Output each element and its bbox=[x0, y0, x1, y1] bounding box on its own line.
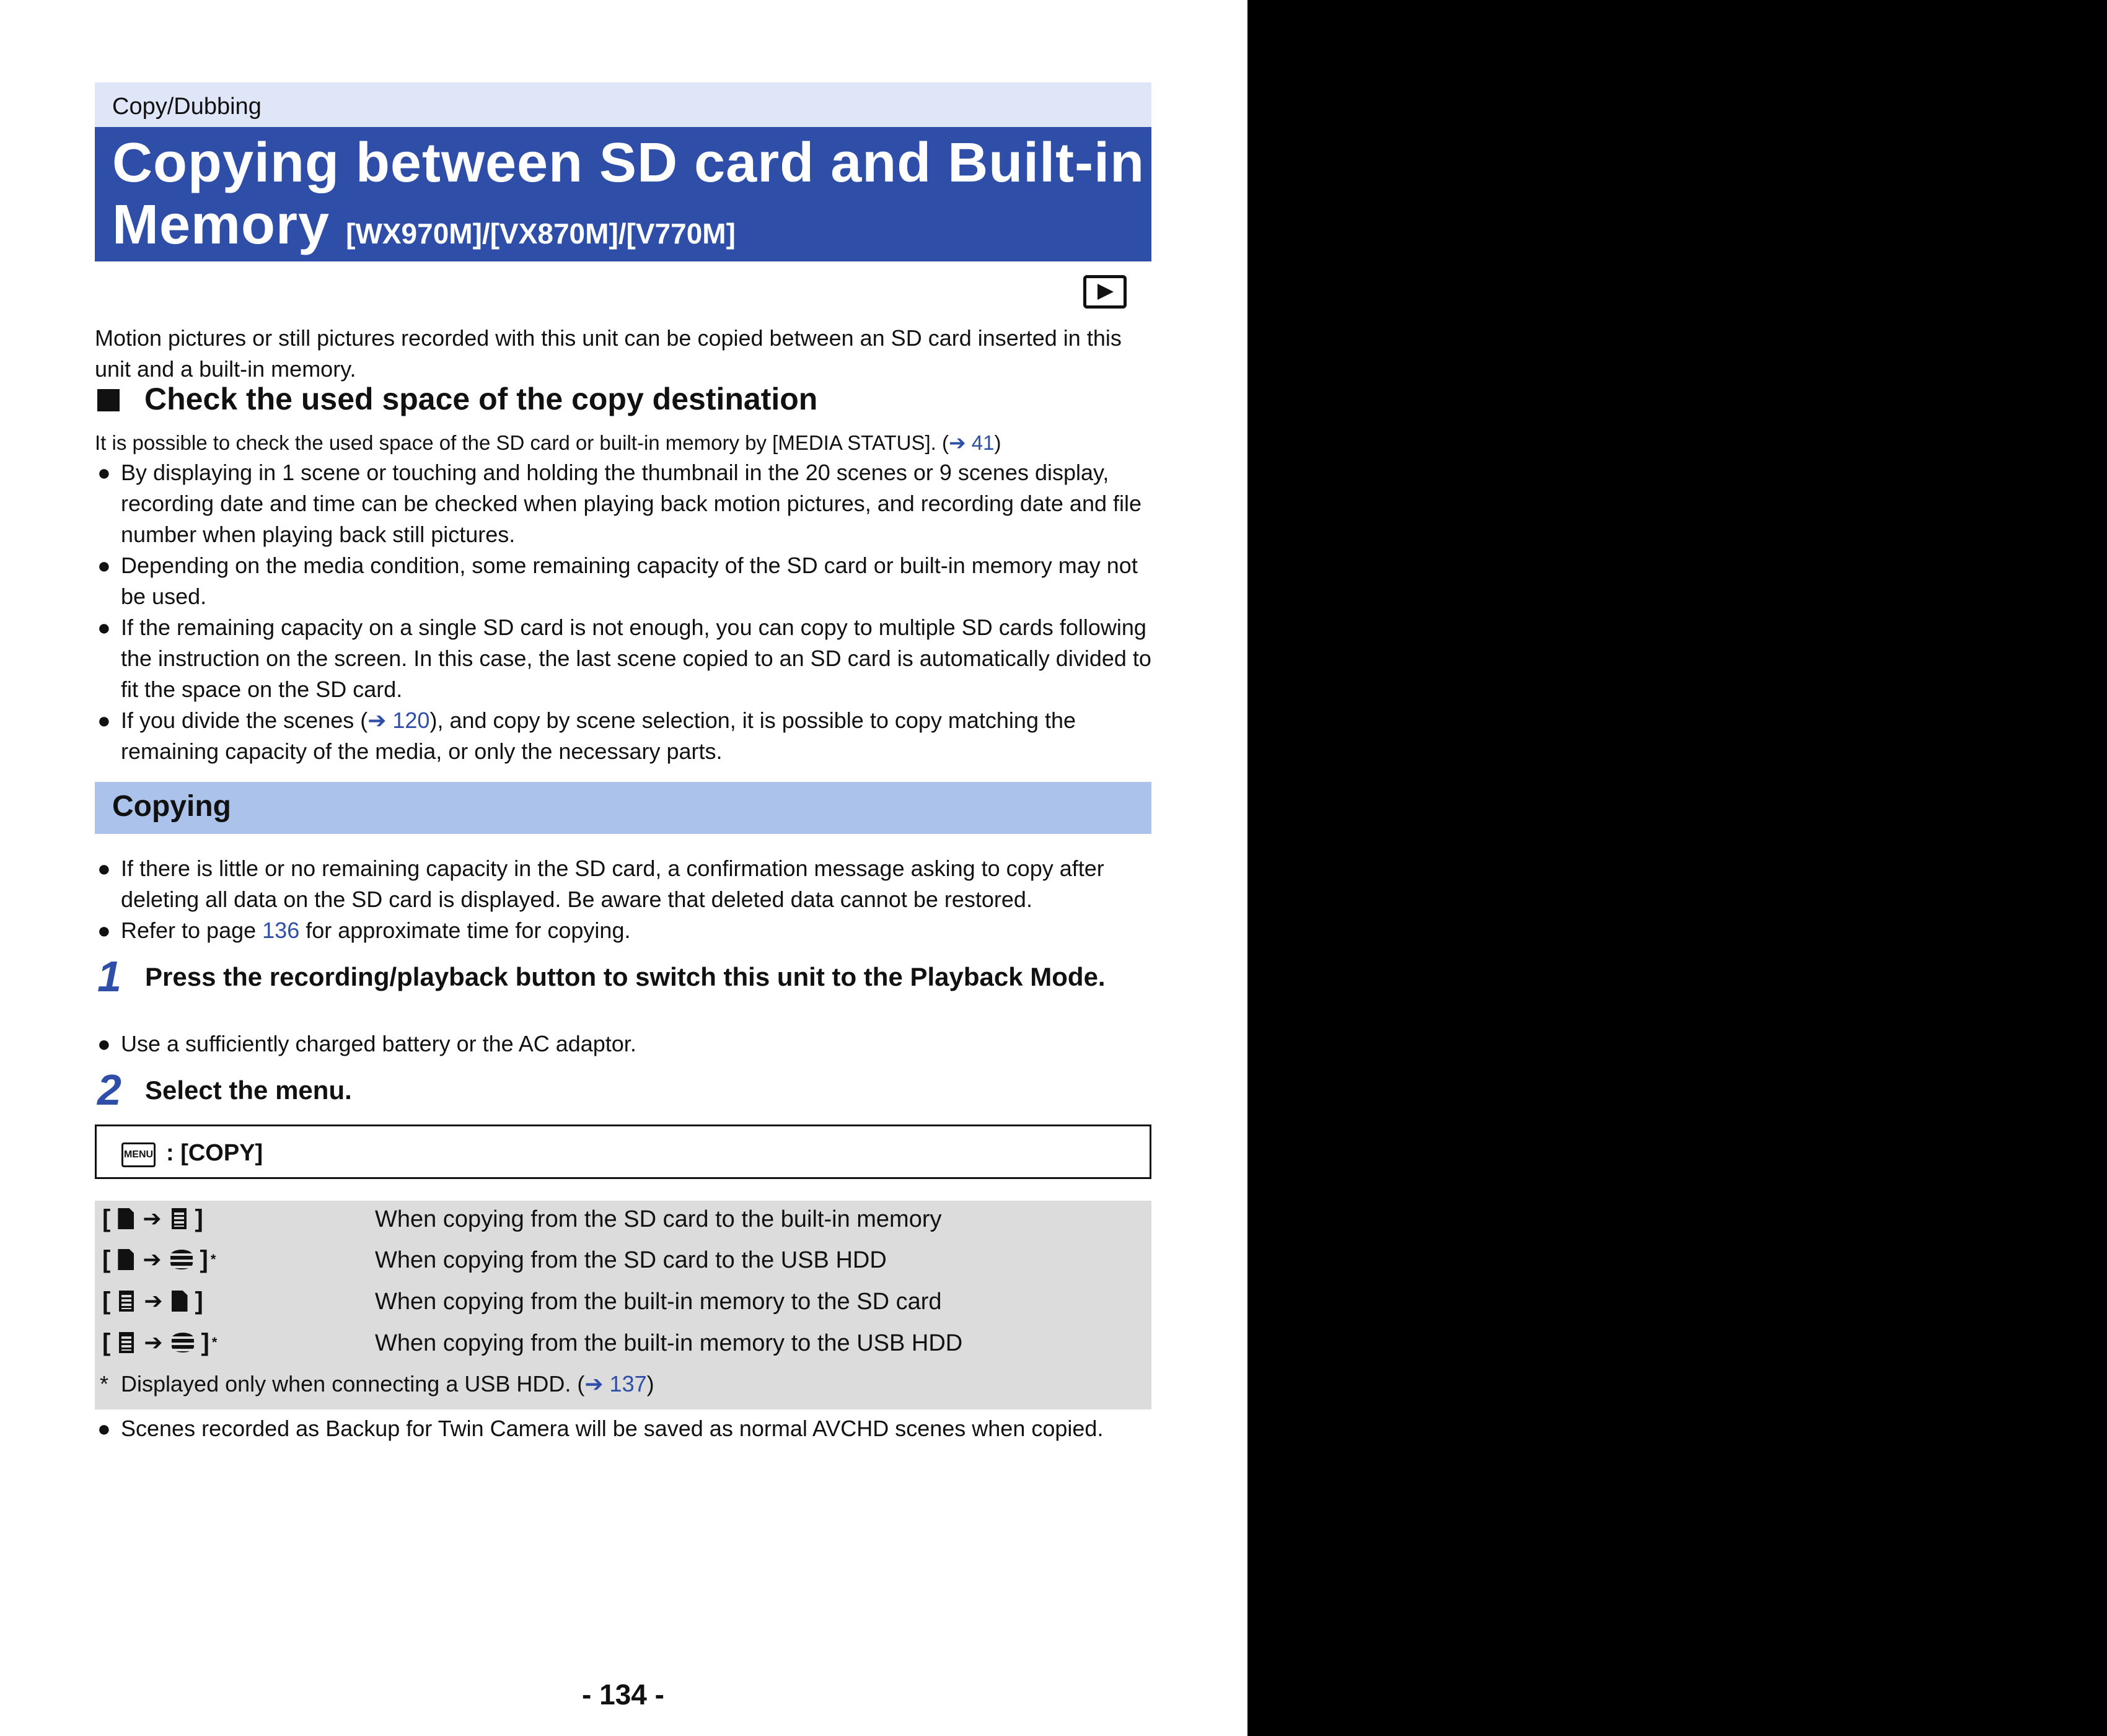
option-symbol: [ ➔ ] * bbox=[102, 1328, 218, 1356]
option-description: When copying from the built-in memory to the USB HDD bbox=[375, 1330, 963, 1356]
bullet-icon: ● bbox=[97, 1031, 111, 1056]
page-title-main: Copying between SD card and Built-in Memory bbox=[112, 132, 1145, 256]
breadcrumb: Copy/Dubbing bbox=[112, 94, 262, 120]
page-title bbox=[112, 132, 1147, 265]
built-in-memory-icon bbox=[119, 1332, 134, 1353]
check-space-lead: It is possible to check the used space of the SD card or built-in memory by [MEDIA STATUS]. (➔ 41) bbox=[95, 431, 1001, 454]
square-bullet-icon bbox=[97, 389, 120, 411]
link-page-136[interactable]: 136 bbox=[262, 918, 300, 943]
sd-card-icon bbox=[172, 1291, 188, 1312]
copy-options-table bbox=[95, 1201, 1151, 1409]
title-bar bbox=[95, 127, 1151, 261]
bullet-icon: ● bbox=[97, 460, 111, 485]
link-page-41[interactable]: ➔ 41 bbox=[948, 431, 995, 454]
intro-text: Motion pictures or still pictures recorded with this unit can be copied between an SD card inserted in this unit and a built-in memory. bbox=[95, 325, 1122, 382]
menu-icon: MENU bbox=[121, 1142, 156, 1167]
built-in-memory-icon bbox=[119, 1291, 134, 1312]
usb-hdd-icon bbox=[170, 1250, 193, 1269]
arrow-icon: ➔ bbox=[143, 1206, 162, 1231]
built-in-memory-icon bbox=[172, 1208, 187, 1229]
list-item: ● If the remaining capacity on a single SD card is not enough, you can copy to multiple SD cards following the instruction on the screen. In this case, the last scene copied to an SD card is automatically divided to fit the space on the SD card. bbox=[95, 612, 1151, 705]
list-item: ● Depending on the media condition, some remaining capacity of the SD card or built-in memory may not be used. bbox=[95, 550, 1151, 612]
step-number: 1 bbox=[97, 952, 121, 1001]
link-page-120[interactable]: ➔ 120 bbox=[367, 708, 430, 733]
black-side-panel bbox=[1247, 0, 2107, 1736]
bullet-icon: ● bbox=[97, 553, 111, 578]
list-item: ● Scenes recorded as Backup for Twin Camera will be saved as normal AVCHD scenes when copied. bbox=[95, 1413, 1151, 1444]
usb-hdd-icon bbox=[172, 1333, 194, 1352]
bullet-icon: ● bbox=[97, 615, 111, 640]
sd-card-icon bbox=[118, 1249, 134, 1270]
bullet-icon: ● bbox=[97, 856, 111, 881]
bullet-icon: ● bbox=[97, 708, 111, 733]
step-text: Press the recording/playback button to switch this unit to the Playback Mode. bbox=[145, 962, 1106, 991]
list-item: ● If you divide the scenes (➔ 120), and copy by scene selection, it is possible to copy matching the remaining capacity of the media, or only the necessary parts. bbox=[95, 705, 1151, 767]
list-item: ● Refer to page 136 for approximate time for copying. bbox=[95, 915, 1151, 946]
menu-path-box bbox=[95, 1124, 1151, 1179]
copying-heading: Copying bbox=[112, 790, 231, 823]
link-page-137[interactable]: ➔ 137 bbox=[584, 1371, 647, 1396]
step-number: 2 bbox=[97, 1066, 121, 1114]
step-text: Select the menu. bbox=[145, 1076, 352, 1105]
table-row bbox=[95, 1325, 1151, 1362]
arrow-icon: ➔ bbox=[144, 1288, 163, 1313]
page-number: - 134 - bbox=[582, 1678, 664, 1711]
table-row bbox=[95, 1242, 1151, 1279]
option-description: When copying from the SD card to the USB HDD bbox=[375, 1247, 887, 1273]
bullet-icon: ● bbox=[97, 1416, 111, 1441]
list-item: ● Use a sufficiently charged battery or the AC adaptor. bbox=[95, 1028, 1151, 1059]
table-row bbox=[95, 1201, 1151, 1238]
copying-section-bar bbox=[95, 782, 1151, 834]
option-description: When copying from the built-in memory to the SD card bbox=[375, 1289, 942, 1315]
sd-card-icon bbox=[118, 1208, 134, 1229]
breadcrumb-bar bbox=[95, 82, 1151, 127]
menu-path-label: : [COPY] bbox=[166, 1140, 263, 1166]
option-symbol: [ ➔ ] bbox=[102, 1204, 203, 1232]
check-space-heading: Check the used space of the copy destination bbox=[95, 380, 817, 418]
option-description: When copying from the SD card to the built-in memory bbox=[375, 1206, 942, 1232]
option-symbol: [ ➔ ] * bbox=[102, 1245, 216, 1273]
model-list: [WX970M]/[VX870M]/[V770M] bbox=[346, 217, 736, 250]
arrow-icon: ➔ bbox=[144, 1330, 163, 1355]
table-row bbox=[95, 1283, 1151, 1320]
playback-mode-icon bbox=[1083, 275, 1127, 309]
footnote: * Displayed only when connecting a USB HDD. (➔ 137) bbox=[100, 1371, 654, 1396]
bullet-icon: ● bbox=[97, 918, 111, 943]
list-item: ● By displaying in 1 scene or touching and holding the thumbnail in the 20 scenes or 9 scenes display, recording date and time can be checked when playing back motion pictures, and recording date and file number when playing back still pictures. bbox=[95, 457, 1151, 550]
arrow-icon: ➔ bbox=[143, 1247, 162, 1272]
list-item: ● If there is little or no remaining capacity in the SD card, a confirmation message asking to copy after deleting all data on the SD card is displayed. Be aware that deleted data cannot be restored. bbox=[95, 853, 1151, 915]
option-symbol: [ ➔ ] bbox=[102, 1287, 203, 1315]
